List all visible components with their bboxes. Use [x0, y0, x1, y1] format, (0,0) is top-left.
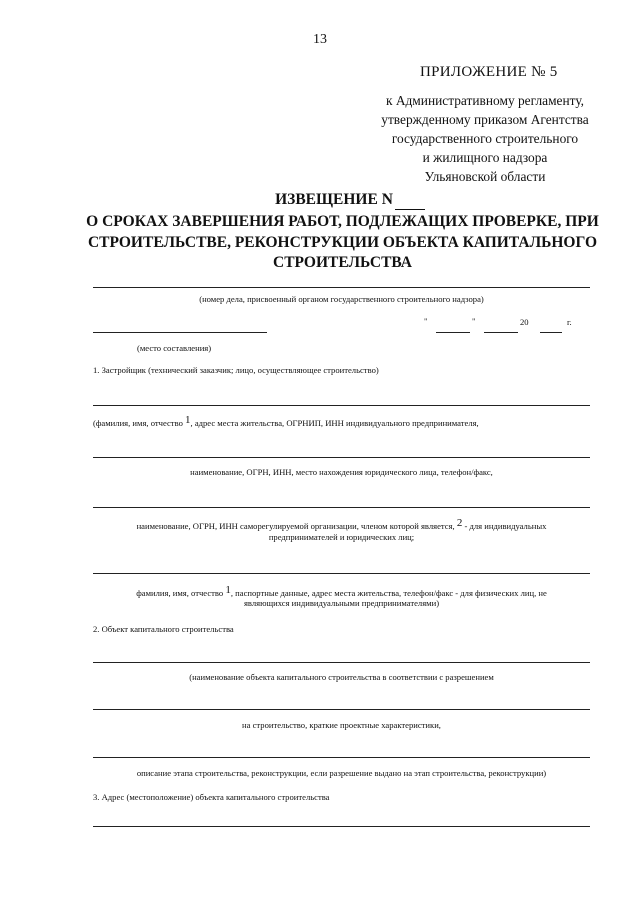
caption-object-chars: на строительство, краткие проектные характеристики, — [242, 720, 441, 730]
date-day-field[interactable] — [436, 332, 470, 333]
date-quote-open: " — [424, 316, 428, 326]
notice-subtitle — [75, 212, 610, 274]
appendix-line: и жилищного надзора — [422, 150, 548, 165]
notice-title-text: ИЗВЕЩЕНИЕ N — [275, 191, 393, 208]
footnote-ref: 2 — [456, 517, 463, 529]
notice-subtitle-line: СТРОИТЕЛЬСТВЕ, РЕКОНСТРУКЦИИ ОБЪЕКТА КАПИТАЛЬНОГО — [87, 233, 598, 251]
appendix-title: ПРИЛОЖЕНИЕ № 5 — [420, 64, 558, 80]
notice-subtitle-line: СТРОИТЕЛЬСТВА — [273, 254, 412, 271]
appendix-line: государственного строительного — [391, 131, 579, 146]
caption-object-name: (наименование объекта капитального строительства в соответствии с разрешением — [189, 672, 494, 682]
caption-sro-line-2: предпринимателей и юридических лиц; — [268, 532, 415, 542]
case-number-field[interactable] — [93, 287, 590, 288]
place-field[interactable] — [93, 332, 267, 333]
footnote-ref: 1 — [185, 414, 191, 426]
caption-person: (фамилия, имя, отчество 1, адрес места жительства, ОГРНИП, ИНН индивидуального предпринимателя, — [93, 414, 479, 428]
date-year-suffix: г. — [567, 317, 572, 327]
appendix-block — [360, 91, 610, 186]
caption-legal: наименование, ОГРН, ИНН, место нахождения юридического лица, телефон/факс, — [190, 467, 493, 477]
date-year-prefix: 20 — [520, 317, 529, 327]
notice-subtitle-line: О СРОКАХ ЗАВЕРШЕНИЯ РАБОТ, ПОДЛЕЖАЩИХ ПРОВЕРКЕ, ПРИ — [86, 213, 599, 230]
date-month-field[interactable] — [484, 332, 518, 333]
section-1-label: 1. Застройщик (технический заказчик; лицо, осуществляющее строительство) — [93, 365, 379, 375]
date-quote-close: " — [472, 316, 476, 326]
caption-physical: фамилия, имя, отчество 1, паспортные данные, адрес места жительства, телефон/факс - для физических лиц, не — [136, 584, 547, 598]
address-field[interactable] — [93, 826, 590, 827]
caption-sro: наименование, ОГРН, ИНН саморегулируемой организации, членом которой является, 2 - для индивидуальных — [136, 517, 547, 531]
case-number-caption: (номер дела, присвоенный органом государственного строительного надзора) — [199, 294, 484, 304]
object-field-1[interactable] — [93, 662, 590, 663]
caption-physical-line-2: являющихся индивидуальными предпринимателями) — [243, 598, 440, 608]
place-caption: (место составления) — [137, 343, 212, 353]
date-year-field[interactable] — [540, 332, 562, 333]
object-field-3[interactable] — [93, 757, 590, 758]
caption-stage: описание этапа строительства, реконструкции, если разрешение выдано на этап строительства, реконструкции) — [136, 768, 547, 778]
developer-field-1[interactable] — [93, 405, 590, 406]
developer-field-2[interactable] — [93, 457, 590, 458]
appendix-line: Ульяновской области — [424, 169, 546, 184]
footnote-ref: 1 — [225, 584, 231, 596]
developer-field-4[interactable] — [93, 573, 590, 574]
section-3-label: 3. Адрес (местоположение) объекта капитального строительства — [93, 792, 330, 802]
object-field-2[interactable] — [93, 709, 590, 710]
appendix-line: утвержденному приказом Агентства — [381, 112, 589, 127]
section-2-label: 2. Объект капитального строительства — [93, 624, 234, 634]
notice-title — [90, 190, 610, 210]
appendix-line: к Административному регламенту, — [385, 93, 585, 108]
notice-number-blank[interactable] — [395, 194, 425, 210]
page-number: 13 — [313, 32, 327, 47]
developer-field-3[interactable] — [93, 507, 590, 508]
